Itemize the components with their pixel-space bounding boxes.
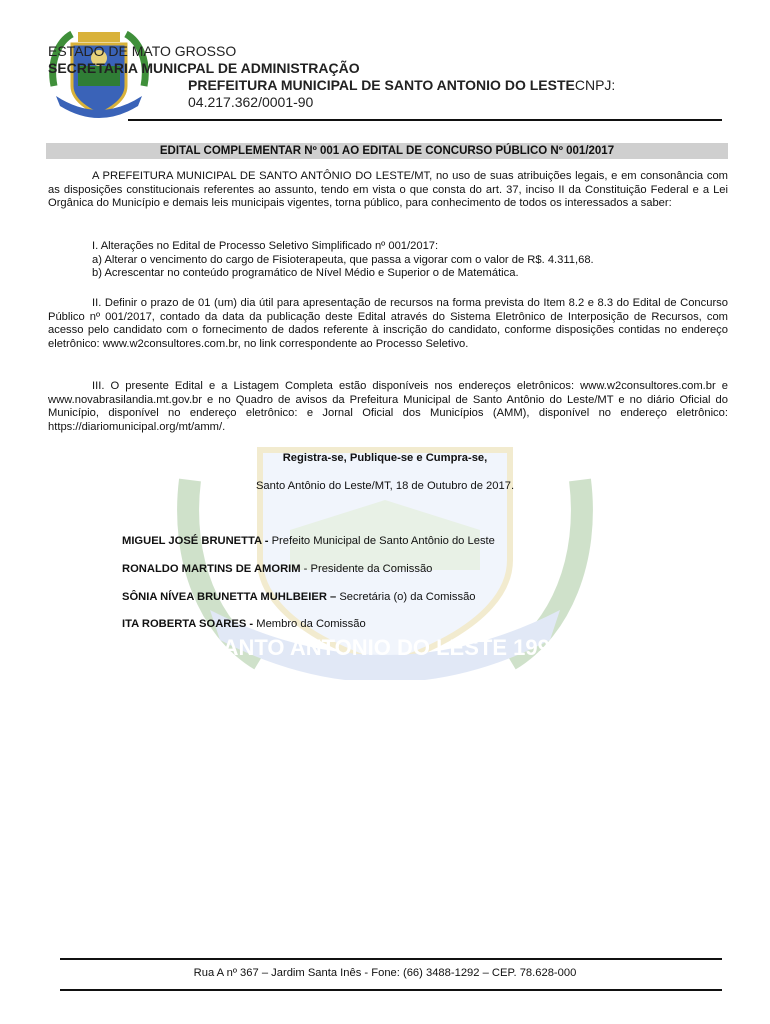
register-statement: Registra-se, Publique-se e Cumpra-se, (282, 452, 488, 464)
signatory-name: RONALDO MARTINS DE AMORIM (122, 563, 301, 575)
footer-address: Rua A nº 367 – Jardim Santa Inês - Fone: (66) 3488-1292 – CEP. 78.628-000 (193, 967, 577, 979)
date-line: Santo Antônio do Leste/MT, 18 de Outubro de 2017. (255, 480, 515, 492)
footer-divider-bottom (60, 989, 722, 991)
signature-secretary (122, 591, 476, 603)
list-item-a: a) Alterar o vencimento do cargo de Fisioterapeuta, que passa a vigorar com o valor de R$. 4.311,68. (92, 253, 594, 266)
signatory-name: MIGUEL JOSÉ BRUNETTA - (122, 535, 269, 547)
watermark-text: SANTO ANTONIO DO LESTE 1998 (207, 635, 563, 660)
signatory-role: Secretária (o) da Comissão (336, 591, 476, 603)
header-prefecture (188, 77, 615, 93)
paragraph-deadline: II. Definir o prazo de 01 (um) dia útil para apresentação de recursos na forma prevista do Item 8.2 e 8.3 do Edital de Concurso Público nº 001/2017, contado da data da publicação deste Edital através do Sistema Eletrônico de Interposição de Recursos, com acesso pelo candidato com o fornecimento de dados referente à inscrição do candidato, conforme disposições contidas no endereço eletrônico: www.w2consultores.com.br, no link correspondente ao Processo Seletivo. (48, 297, 728, 350)
cnpj-label: CNPJ: (574, 77, 616, 93)
header-state: ESTADO DE MATO GROSSO (48, 43, 237, 59)
list-heading: I. Alterações no Edital de Processo Seletivo Simplificado nº 001/2017: (92, 240, 439, 252)
signatory-name: SÔNIA NÍVEA BRUNETTA MUHLBEIER – (122, 591, 337, 603)
signature-member (122, 618, 366, 630)
signature-mayor (122, 535, 495, 547)
amendments-list (48, 240, 728, 281)
header-cnpj: 04.217.362/0001-90 (188, 94, 314, 110)
watermark-crest-icon (150, 440, 620, 680)
signatory-role: Prefeito Municipal de Santo Antônio do Leste (268, 535, 495, 547)
document-title: EDITAL COMPLEMENTAR Nº 001 AO EDITAL DE CONCURSO PÚBLICO Nº 001/2017 (46, 143, 728, 159)
signatory-role: - Presidente da Comissão (300, 563, 433, 575)
paragraph-intro: A PREFEITURA MUNICIPAL DE SANTO ANTÔNIO DO LESTE/MT, no uso de suas atribuições legais, e em consonância com as disposições constitucionais referentes ao assunto, tendo em vista o que consta do art. 37, inciso II da Constituição Federal e a Lei Orgânica do Município e demais leis municipais vigentes, torna público, para conhecimento de todos os interessados a saber: (48, 170, 728, 210)
signatory-name: ITA ROBERTA SOARES - (122, 618, 254, 630)
footer-divider-top (60, 958, 722, 960)
prefecture-name: PREFEITURA MUNICIPAL DE SANTO ANTONIO DO LESTE (188, 77, 575, 93)
header-secretariat: SECRETARIA MUNICPAL DE ADMINISTRAÇÃO (48, 60, 360, 76)
signatory-role: Membro da Comissão (253, 618, 366, 630)
header-divider (128, 119, 722, 121)
signature-president (122, 563, 432, 575)
paragraph-availability: III. O presente Edital e a Listagem Completa estão disponíveis nos endereços eletrônicos: www.w2consultores.com.br e www.novabrasilandia.mt.gov.br e no Quadro de avisos da Prefeitura Municipal de Santo Antônio do Leste/MT e no diário Oficial do Município, disponível no endereço eletrônico: e Jornal Oficial dos Municípios (AMM), disponível no endereço eletrônico: https://diariomunicipal.org/mt/amm/. (48, 380, 728, 433)
list-item-b: b) Acrescentar no conteúdo programático de Nível Médio e Superior o de Matemática. (92, 267, 519, 280)
